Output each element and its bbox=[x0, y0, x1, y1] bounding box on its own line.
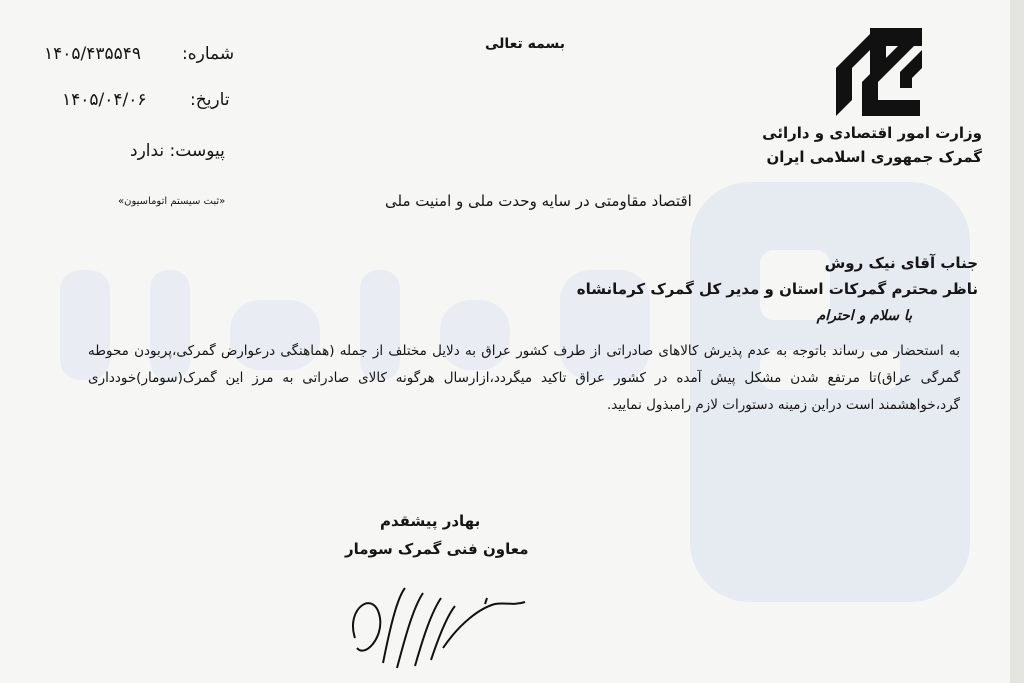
ministry-name: وزارت امور اقتصادی و دارائی bbox=[762, 124, 982, 142]
customs-emblem-icon bbox=[826, 22, 946, 122]
system-note: «ثبت سیستم اتوماسیون» bbox=[118, 196, 226, 207]
addressee-name: جناب آقای نیک روش bbox=[824, 254, 978, 272]
attachment-label: پیوست: ندارد bbox=[130, 141, 225, 161]
number-label: شماره: bbox=[182, 44, 235, 64]
customs-name: گمرک جمهوری اسلامی ایران bbox=[766, 148, 982, 166]
greeting: با سلام و احترام bbox=[816, 308, 912, 324]
handwritten-signature-icon bbox=[335, 568, 535, 678]
basmala: بسمه تعالی bbox=[484, 36, 566, 52]
addressee-title: ناظر محترم گمرکات استان و مدیر کل گمرک کرمانشاه bbox=[576, 280, 978, 298]
number-value: ۱۴۰۵/۴۳۵۵۴۹ bbox=[44, 44, 142, 64]
signer-name: بهادر پیشقدم bbox=[380, 512, 481, 530]
date-value: ۱۴۰۵/۰۴/۰۶ bbox=[62, 90, 147, 110]
slogan: اقتصاد مقاومتی در سایه وحدت ملی و امنیت ملی bbox=[385, 192, 692, 210]
date-label: تاریخ: bbox=[190, 90, 230, 110]
signer-title: معاون فنی گمرک سومار bbox=[345, 540, 529, 558]
page-edge bbox=[1010, 0, 1024, 683]
letter-body: به استحضار می رساند باتوجه به عدم پذیرش کالاهای صادراتی از طرف کشور عراق به دلایل مختلف از جمله (هماهنگی درعوارض گمرکی،پربودن محوطه گمرگی عراق)تا مرتفع شدن مشکل پیش آمده در کشور عراق تاکید میگردد،ازارسال هرگونه کالای صادراتی به مرز این گمرک(سومار)خودداری گرد،خواهشمند است دراین زمینه دستورات لازم رامبذول نمایید. bbox=[88, 343, 960, 413]
